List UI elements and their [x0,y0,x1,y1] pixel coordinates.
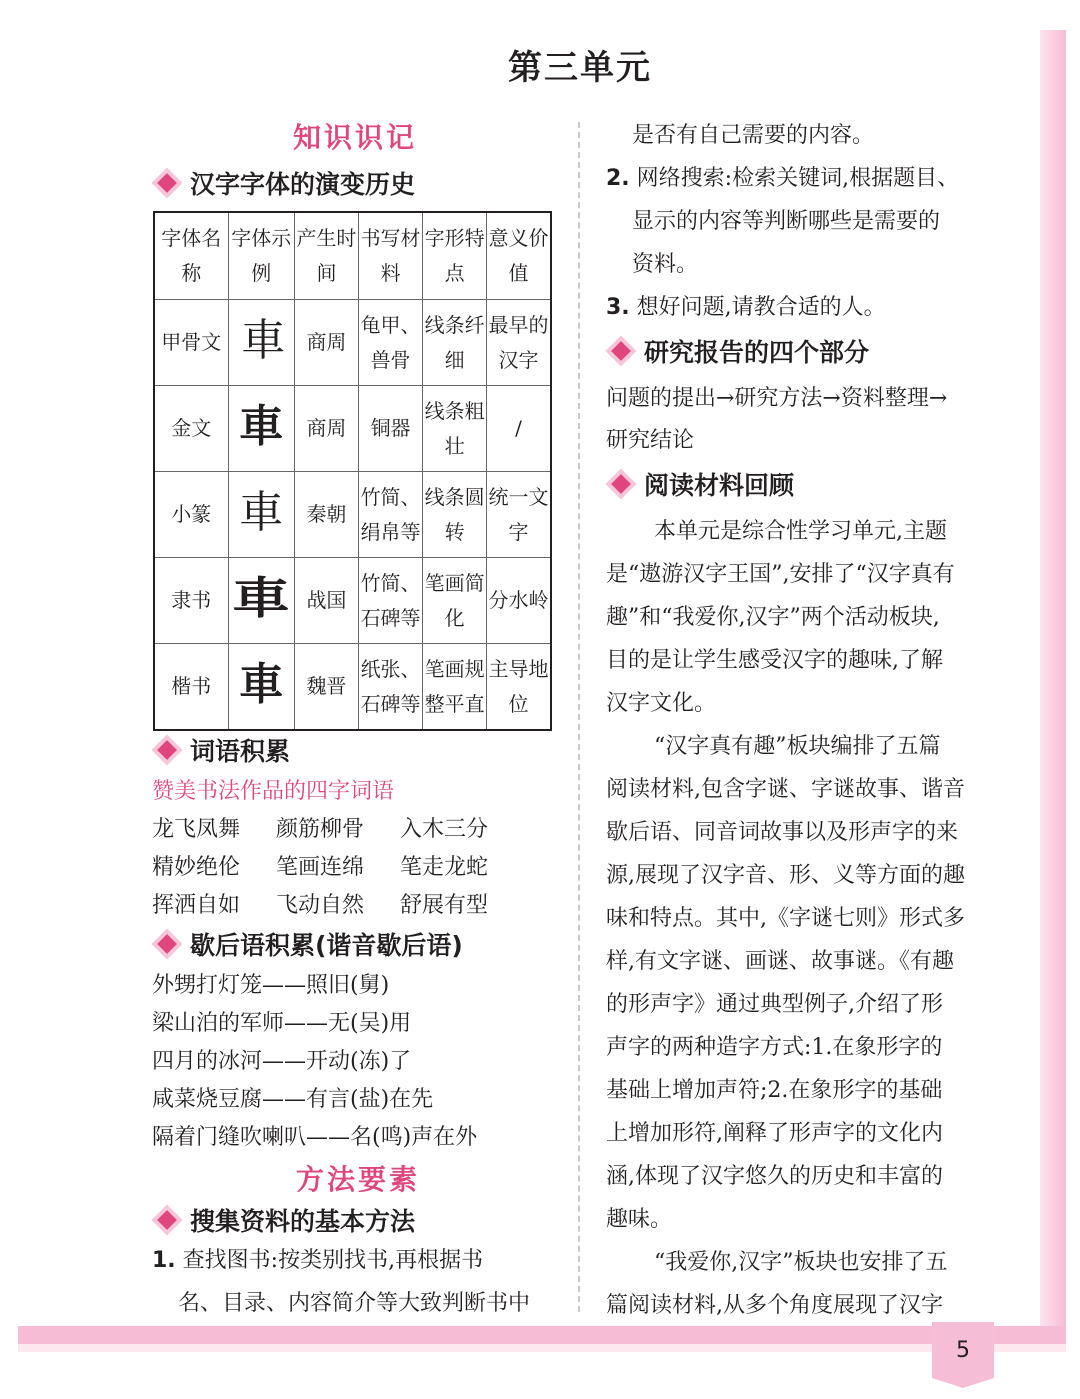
review-line: 涵,体现了汉字悠久的历史和丰富的 [606,1164,943,1189]
word-item: 入木三分 [400,817,489,842]
font-sample-cell [228,644,294,731]
item-number: 1. [152,1248,176,1273]
collect-item-2 [606,161,959,192]
collect-item-text: 想好问题,请教合适的人。 [636,295,886,320]
table-header-cell: 书写材料 [358,212,422,300]
material-cell: 铜器 [358,386,422,472]
word-item: 笔走龙蛇 [400,855,489,880]
subheading-collect-label: 搜集资料的基本方法 [190,1207,416,1236]
collect-item-1 [152,1243,483,1274]
table-row [154,558,551,644]
table-header-cell: 意义价值 [487,212,551,300]
review-line: 基础上增加声符;2.在象形字的基础 [606,1078,943,1103]
section-title-methods: 方法要素 [296,1163,421,1196]
unit-title: 第三单元 [508,48,652,88]
review-line: 目的是让学生感受汉字的趣味,了解 [606,648,943,673]
value-cell: 主导地位 [487,644,551,731]
feature-cell: 线条粗壮 [423,386,487,472]
subheading-evolution [152,165,415,201]
word-item: 颜筋柳骨 [276,817,365,842]
table-header-cell: 字体名称 [154,212,228,300]
clerical-script-glyph: 車 [232,573,290,624]
collect-item-2-continued: 资料。 [632,252,699,277]
review-line: 源,展现了汉字音、形、义等方面的趣 [606,863,965,888]
word-item: 笔画连绵 [276,855,365,880]
word-item: 精妙绝伦 [152,855,241,880]
review-line: 的形声字》通过典型例子,介绍了形 [606,992,943,1017]
font-sample-cell [228,558,294,644]
diamond-bullet-icon [157,740,177,760]
seal-script-glyph: 車 [239,487,284,538]
script-evolution-table [153,211,552,731]
diamond-bullet-icon [157,173,177,193]
word-item: 龙飞凤舞 [152,817,241,842]
time-cell: 商周 [295,300,359,386]
subheading-review [606,466,794,502]
collect-item-text: 查找图书:按类别找书,再根据书 [182,1248,484,1273]
feature-cell: 笔画规整平直 [423,644,487,731]
subheading-words-label: 词语积累 [190,737,291,766]
review-line: 是“遨游汉字王国”,安排了“汉字真有 [606,562,955,587]
time-cell: 商周 [295,386,359,472]
font-sample-cell [228,386,294,472]
oracle-bone-glyph: 車 [241,315,282,366]
time-cell: 秦朝 [295,472,359,558]
table-row [154,472,551,558]
review-line: 样,有文字谜、画谜、故事谜。《有趣 [606,949,954,974]
time-cell: 魏晋 [295,644,359,731]
collect-item-1-continued: 名、目录、内容简介等大致判断书中 [178,1291,531,1316]
feature-cell: 笔画简化 [423,558,487,644]
table-header-cell: 字体示例 [228,212,294,300]
xiehouyu-item: 外甥打灯笼——照旧(舅) [152,973,390,998]
subheading-collect [152,1202,415,1238]
collect-item-1-continued: 是否有自己需要的内容。 [632,123,875,148]
regular-script-glyph: 車 [239,659,284,710]
review-line: 趣味。 [606,1207,673,1232]
collect-item-2-continued: 显示的内容等判断哪些是需要的 [632,209,941,234]
font-name-cell: 金文 [154,386,228,472]
table-row [154,386,551,472]
section-title-knowledge: 知识识记 [293,121,418,154]
bronze-glyph: 車 [239,401,284,452]
review-line: 声字的两种造字方式:1.在象形字的 [606,1035,943,1060]
review-line: 阅读材料,包含字谜、字谜故事、谐音 [606,777,965,802]
table-header-cell: 产生时间 [295,212,359,300]
subheading-report [606,333,869,369]
review-line: “汉字真有趣”板块编排了五篇 [654,734,941,759]
font-name-cell: 隶书 [154,558,228,644]
feature-cell: 线条纤细 [423,300,487,386]
subheading-report-label: 研究报告的四个部分 [644,338,870,367]
item-number: 2. [606,166,630,191]
word-item: 挥洒自如 [152,893,241,918]
review-line: 本单元是综合性学习单元,主题 [654,519,947,544]
xiehouyu-item: 四月的冰河——开动(冻)了 [152,1049,412,1074]
page-edge-bottom-light [18,1344,1066,1352]
review-line: 上增加形符,阐释了形声字的文化内 [606,1121,943,1146]
material-cell: 纸张、石碑等 [358,644,422,731]
subheading-review-label: 阅读材料回顾 [644,471,795,500]
column-divider [578,122,580,1312]
table-row [154,300,551,386]
item-number: 3. [606,295,630,320]
review-line: 歇后语、同音词故事以及形声字的来 [606,820,959,845]
table-header-row [154,212,551,300]
font-name-cell: 小篆 [154,472,228,558]
xiehouyu-item: 咸菜烧豆腐——有言(盐)在先 [152,1087,434,1112]
word-item: 舒展有型 [400,893,489,918]
words-caption: 赞美书法作品的四字词语 [152,779,395,804]
xiehouyu-item: 隔着门缝吹喇叭——名(鸣)声在外 [152,1125,478,1150]
review-line: 汉字文化。 [606,691,717,716]
value-cell: 最早的汉字 [487,300,551,386]
diamond-bullet-icon [611,474,631,494]
value-cell: / [487,386,551,472]
material-cell: 竹简、绢帛等 [358,472,422,558]
material-cell: 龟甲、兽骨 [358,300,422,386]
collect-item-3 [606,290,886,321]
diamond-bullet-icon [157,1210,177,1230]
word-item: 飞动自然 [276,893,365,918]
feature-cell: 线条圆转 [423,472,487,558]
subheading-xiehouyu-label: 歇后语积累(谐音歇后语) [190,931,463,960]
font-sample-cell [228,300,294,386]
review-line: 趣”和“我爱你,汉字”两个活动板块, [606,605,940,630]
report-line: 问题的提出→研究方法→资料整理→ [606,386,948,411]
table-header-cell: 字形特点 [423,212,487,300]
diamond-bullet-icon [611,341,631,361]
table-row [154,644,551,731]
subheading-words [152,732,290,768]
review-line: “我爱你,汉字”板块也安排了五 [654,1250,948,1275]
report-line: 研究结论 [606,428,695,453]
subheading-evolution-label: 汉字字体的演变历史 [190,170,416,199]
page-edge-right [1040,30,1066,1330]
diamond-bullet-icon [157,934,177,954]
time-cell: 战国 [295,558,359,644]
material-cell: 竹简、石碑等 [358,558,422,644]
xiehouyu-item: 梁山泊的军师——无(吴)用 [152,1011,412,1036]
font-name-cell: 楷书 [154,644,228,731]
font-sample-cell [228,472,294,558]
page-number: 5 [932,1322,994,1378]
value-cell: 统一文字 [487,472,551,558]
collect-item-text: 网络搜索:检索关键词,根据题目、 [636,166,960,191]
review-line: 味和特点。其中,《字谜七则》形式多 [606,906,965,931]
subheading-xiehouyu [152,926,463,962]
page-edge-bottom [18,1326,1066,1344]
font-name-cell: 甲骨文 [154,300,228,386]
review-line: 篇阅读材料,从多个角度展现了汉字 [606,1293,943,1318]
value-cell: 分水岭 [487,558,551,644]
